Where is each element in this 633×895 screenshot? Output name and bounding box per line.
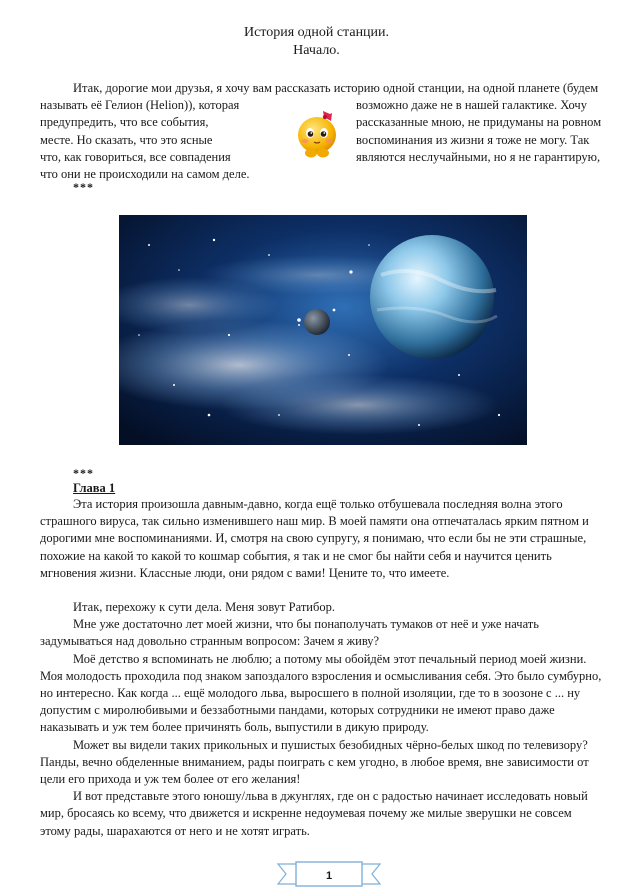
intro-section <box>40 80 602 182</box>
intro-first-line: Итак, дорогие мои друзья, я хочу вам рассказать историю одной станции, на одной планете (будем <box>73 81 599 95</box>
shy-girl-emoji-icon <box>294 109 340 163</box>
intro-left-column <box>40 97 290 183</box>
intro-left-line: месте. Но сказать, что это ясные <box>40 132 213 147</box>
chapter-heading: Глава 1 <box>73 481 116 495</box>
intro-left-line: что, как говориться, все совпадения <box>40 149 231 164</box>
intro-right-column <box>356 97 606 166</box>
page-title <box>0 24 633 60</box>
paragraph: Моё детство я вспоминать не люблю; а потому мы обойдём этот печальный период моей жизни. Моя молодость проходила под знаком запоздалого взросления и осмысливания себя. Это было сумбурно, но интересно. Как когда ... ещё молодого льва, выросшего в полной изоляции, где то в зоозоне с ... ну допустим с миролюбивыми и беззаботными пандами, которых сотрудники не имеют право даже наказывать и уж тем более причинять боль, выпустили в дикую природу. <box>40 651 602 735</box>
page-number: 1 <box>325 870 333 882</box>
paragraph: Эта история произошла давным-давно, когда ещё только отбушевала последняя волна этого страшного вируса, так сильно изменившего наш мир. В моей памяти она отпечаталась ярким пятном и дорогими мне воспоминаниями. И, смотря на свою супругу, я понимаю, что если бы не эти страшные, похожие на какой то какой то кошмар события, я так и не смог бы найти себя и научится ценить мгновения жизни. Классные люди, они рядом с вами! Цените то, что имеете. <box>40 497 589 580</box>
title-line-1: История одной станции. <box>243 25 390 40</box>
intro-left-line: предупредить, что все события, <box>40 115 209 130</box>
intro-left-line: называть её Гелион (Helion)), которая <box>40 98 240 113</box>
paragraph: Итак, перехожу к сути дела. Меня зовут Ратибор. <box>73 600 335 615</box>
section-separator-bottom: *** <box>73 466 94 480</box>
intro-columns <box>40 97 602 182</box>
chapter-body <box>40 496 605 840</box>
intro-right-line: рассказанные мною, не придуманы на ровном <box>356 115 602 130</box>
section-separator-top: *** <box>73 180 94 194</box>
paragraph: Может вы видели таких прикольных и пушистых безобидных чёрно-белых шкод по телевизору? Панды, вечно обделенные вниманием, рады поиграть с кем угодно, в любое время, вне зависимости от цели его прихода и уж тем более от его желания! <box>40 737 589 787</box>
intro-right-line: являются неслучайными, но я не гарантирую, <box>356 149 601 164</box>
intro-left-line: что они не происходили на самом деле. <box>40 167 250 182</box>
title-line-2: Начало. <box>293 43 340 58</box>
paragraph-gap <box>40 582 605 599</box>
intro-right-line: возможно даже не в нашей галактике. Хочу <box>356 98 587 113</box>
intro-right-line: воспоминания из жизни я тоже не могу. Так <box>356 132 590 147</box>
paragraph: Мне уже достаточно лет моей жизни, что бы понаполучать тумаков от неё и уже начать задумываться над довольно странным вопросом: Зачем я живу? <box>40 617 539 649</box>
space-planet-image <box>119 215 527 445</box>
paragraph: И вот представьте этого юношу/льва в джунглях, где он с радостью начинает исследовать новый мир, бросаясь ко всему, что движется и искренне недоумевая почему же милые зверушки не совсем этому рады, шарахаются от него и не хотят играть. <box>40 789 588 838</box>
